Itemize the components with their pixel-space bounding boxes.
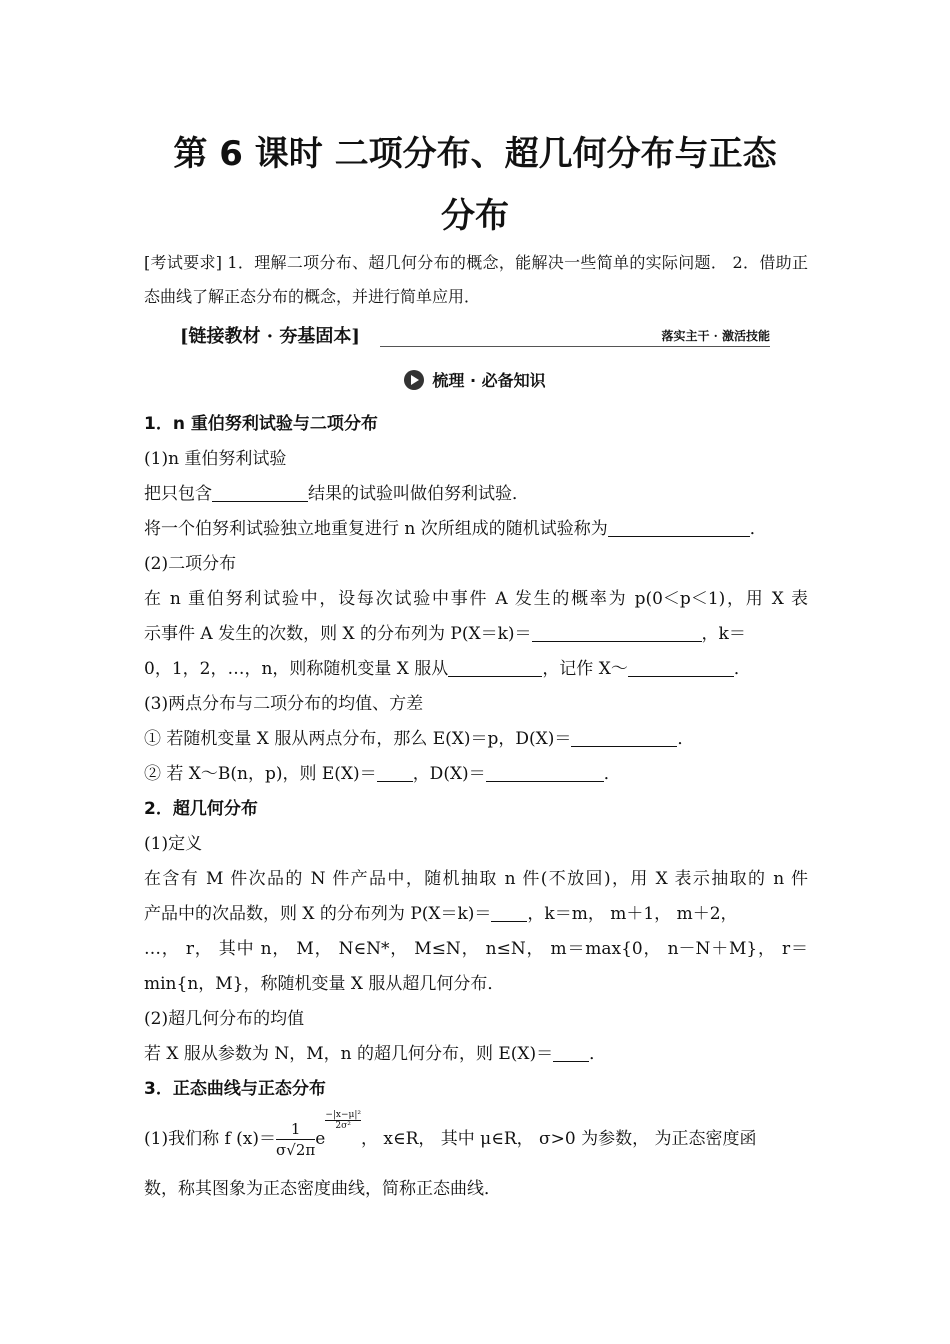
- fill-blank: [212, 481, 308, 502]
- text-fragment: ．: [733, 659, 751, 679]
- density-fraction: [276, 1119, 315, 1160]
- exponent: [325, 1110, 361, 1131]
- fill-blank: [448, 656, 542, 677]
- exponent-numerator: −|x−μ|²: [325, 1110, 361, 1120]
- text-fragment: 将一个伯努利试验独立地重复进行 n 次所组成的随机试验称为: [144, 519, 608, 539]
- sub-mean-variance: (3)两点分布与二项分布的均值、方差: [144, 694, 424, 714]
- formula-line: [144, 1110, 808, 1164]
- requirement-label: [考试要求]: [144, 253, 223, 272]
- sub-bernoulli: (1)n 重伯努利试验: [144, 449, 287, 469]
- fill-blank: [553, 1041, 589, 1062]
- text-line: [144, 652, 808, 686]
- fill-blank: [571, 726, 677, 747]
- text-fragment: ．: [677, 729, 695, 749]
- text-fragment: 若 X 服从参数为 N，M，n 的超几何分布，则 E(X)＝: [144, 1044, 554, 1064]
- fill-blank: [377, 761, 413, 782]
- section-title: 梳理 · 必备知识: [432, 371, 546, 390]
- text-line: 数，称其图象为正态密度曲线，简称正态曲线．: [144, 1179, 501, 1199]
- text-line: 在 n 重伯努利试验中，设每次试验中事件 A 发生的概率为 p(0＜p＜1)，用 X 表: [144, 589, 808, 609]
- sub-definition: (1)定义: [144, 834, 203, 854]
- fraction-denominator: σ√2π: [276, 1141, 316, 1159]
- text-line: [144, 757, 808, 791]
- text-line: [144, 897, 808, 931]
- page-title-line2: 分布: [441, 196, 509, 236]
- text-fragment: ，k＝: [701, 624, 746, 644]
- heading-normal: 3．正态曲线与正态分布: [144, 1079, 326, 1099]
- fill-blank: [608, 516, 750, 537]
- text-fragment: 0，1，2，…，n，则称随机变量 X 服从: [144, 659, 449, 679]
- exponent-denominator: 2σ²: [335, 1121, 351, 1131]
- text-fragment: 示事件 A 发生的次数，则 X 的分布列为 P(X＝k)＝: [144, 624, 532, 644]
- heading-binomial: 1．n 重伯努利试验与二项分布: [144, 414, 378, 434]
- text-fragment: ① 若随机变量 X 服从两点分布，那么 E(X)＝p，D(X)＝: [144, 729, 572, 749]
- fill-blank: [491, 901, 527, 922]
- banner-rule: [380, 346, 770, 347]
- text-fragment: ．: [603, 764, 621, 784]
- text-line: [144, 1037, 808, 1071]
- section-heading: [0, 368, 950, 391]
- text-line: [144, 477, 808, 511]
- text-line: …， r， 其中 n， M， N∈N*， M≤N， n≤N， m＝max{0， n－N＋M}， r＝: [144, 939, 808, 959]
- fill-blank: [532, 621, 702, 642]
- fraction-numerator: 1: [276, 1119, 315, 1140]
- banner-right-label: 落实主干 · 激活技能: [661, 329, 770, 343]
- text-fragment: 产品中的次品数，则 X 的分布列为 P(X＝k)＝: [144, 904, 492, 924]
- text-line: [144, 722, 808, 756]
- exp-base: e: [315, 1129, 326, 1149]
- text-fragment: ，D(X)＝: [412, 764, 486, 784]
- text-line: 在含有 M 件次品的 N 件产品中，随机抽取 n 件(不放回)，用 X 表示抽取的 n 件: [144, 869, 808, 889]
- fill-blank: [486, 761, 604, 782]
- sub-binomial: (2)二项分布: [144, 554, 237, 574]
- exam-requirement: [144, 246, 808, 314]
- text-fragment: ， x∈R， 其中 μ∈R， σ>0 为参数， 为正态密度函: [361, 1129, 757, 1149]
- text-fragment: 结果的试验叫做伯努利试验．: [308, 484, 529, 504]
- text-fragment: (1)我们称 f (x)＝: [144, 1129, 277, 1149]
- text-fragment: ．: [749, 519, 767, 539]
- page-title-line1: 第 6 课时 二项分布、超几何分布与正态: [173, 134, 777, 174]
- sub-hyper-mean: (2)超几何分布的均值: [144, 1009, 305, 1029]
- banner-left-label: [链接教材 · 夯基固本]: [180, 326, 360, 347]
- fill-blank: [628, 656, 734, 677]
- text-fragment: ，k＝m， m＋1， m＋2，: [527, 904, 738, 924]
- play-icon: [404, 370, 424, 390]
- heading-hypergeometric: 2．超几何分布: [144, 799, 258, 819]
- text-fragment: ② 若 X～B(n，p)，则 E(X)＝: [144, 764, 377, 784]
- section-banner: [180, 322, 770, 346]
- text-fragment: ，记作 X～: [542, 659, 628, 679]
- text-line: [144, 617, 808, 651]
- text-fragment: 把只包含: [144, 484, 212, 504]
- text-line: min{n，M}，称随机变量 X 服从超几何分布．: [144, 974, 505, 994]
- requirement-text: 1．理解二项分布、超几何分布的概念，能解决一些简单的实际问题． 2．借助正态曲线了解正态分布的概念，并进行简单应用．: [144, 253, 808, 306]
- text-fragment: ．: [589, 1044, 607, 1064]
- text-line: [144, 512, 808, 546]
